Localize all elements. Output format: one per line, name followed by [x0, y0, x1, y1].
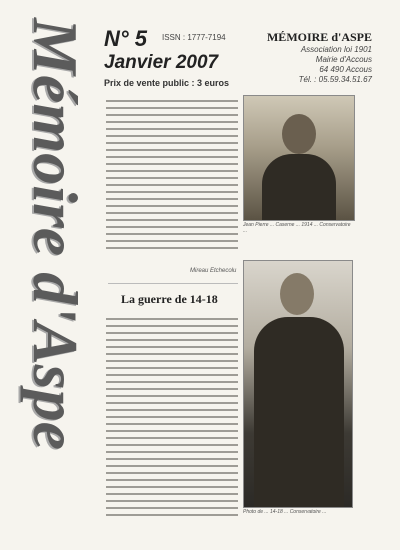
publisher-line: Mairie d'Accous — [315, 55, 372, 64]
publisher-line: Tél. : 05.59.34.51.67 — [298, 75, 372, 84]
issue-date: Janvier 2007 — [104, 52, 219, 73]
publisher-name: MÉMOIRE d'ASPE — [266, 30, 372, 44]
issn: ISSN : 1777-7194 — [162, 33, 226, 42]
publisher-line: 64 490 Accous — [319, 65, 372, 74]
price: Prix de vente public : 3 euros — [104, 78, 230, 88]
editorial-text — [106, 100, 238, 254]
masthead-title: Mémoire d'Aspe — [20, 18, 91, 450]
editorial-signature: Mireau Etchecolu — [190, 268, 237, 274]
portrait-photo-soldier-1 — [243, 95, 355, 221]
portrait-photo-soldier-2 — [243, 260, 353, 508]
article-title: La guerre de 14-18 — [121, 292, 218, 306]
article-text — [106, 318, 238, 521]
masthead-vertical — [20, 18, 90, 538]
section-divider — [108, 283, 238, 284]
publisher-block — [232, 30, 372, 85]
photo-caption-bottom: Photo de ... 14-18 ... Conservatoire ... — [243, 509, 327, 515]
publisher-line: Association loi 1901 — [300, 45, 372, 54]
photo-caption-top: Jean Pierre ... Caserne ... 1914 ... Conservatoire ... — [243, 222, 351, 234]
issue-number: N° 5 — [104, 26, 148, 51]
